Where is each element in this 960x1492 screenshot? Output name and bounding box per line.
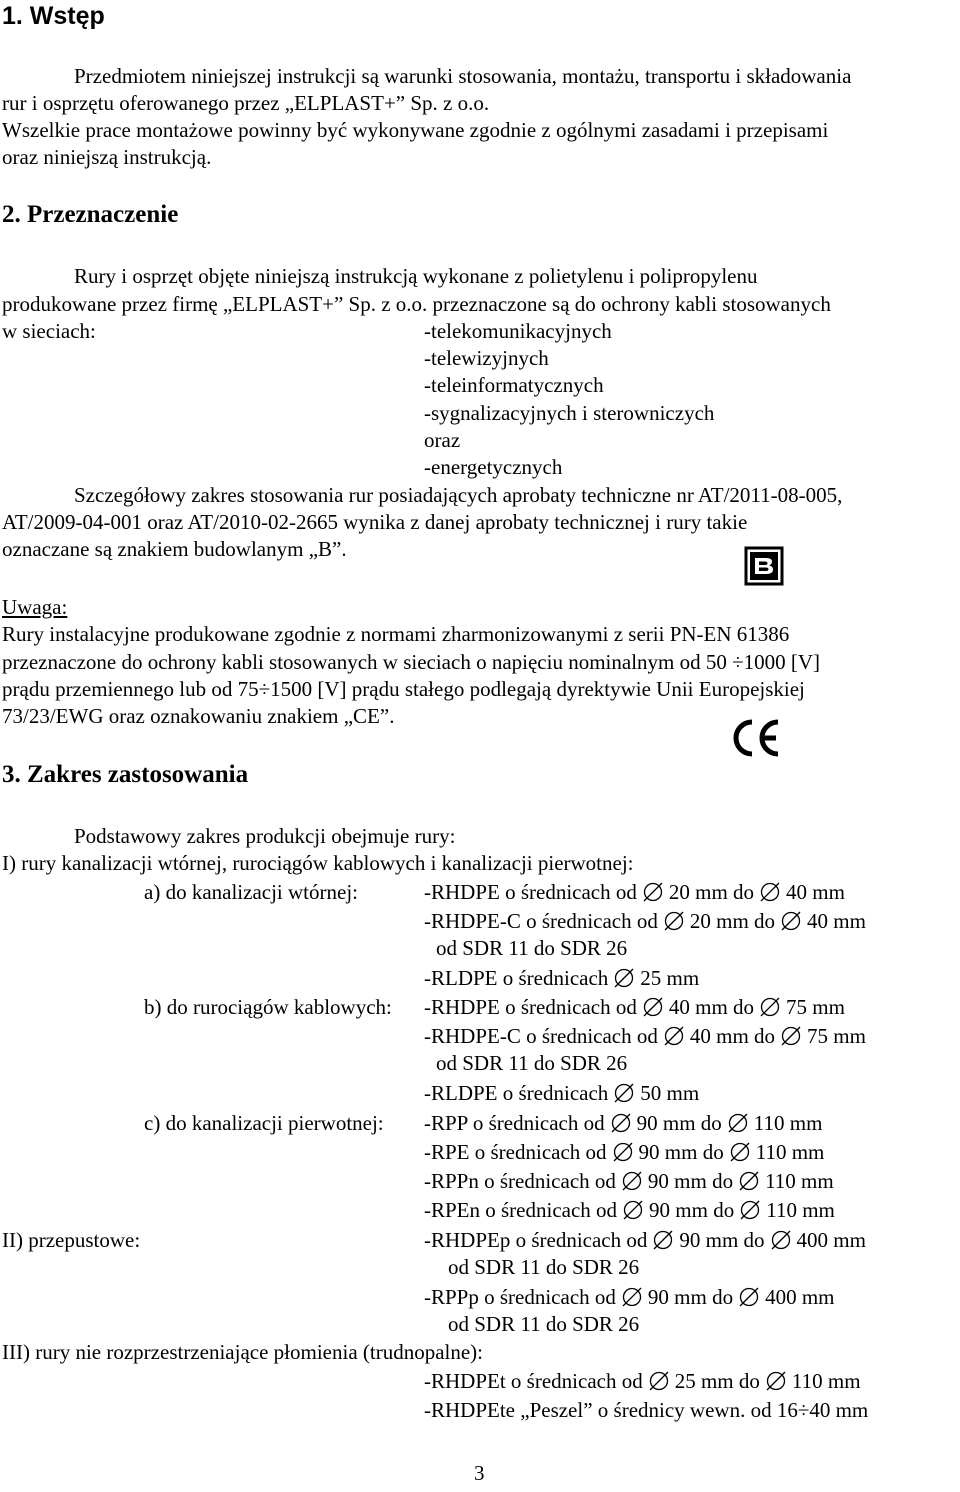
diameter-symbol-icon — [766, 1371, 786, 1391]
spec-text: 90 mm do — [679, 1228, 765, 1252]
diameter-symbol-icon — [622, 1287, 642, 1307]
spec-text: 110 mm — [753, 1111, 823, 1135]
spec-text: -RHDPEp o średnicach od — [424, 1228, 648, 1252]
diameter-symbol-icon — [643, 882, 663, 902]
spec-row — [424, 1142, 824, 1163]
diameter-symbol-icon — [781, 911, 801, 931]
spec-text: od SDR 11 do SDR 26 — [448, 1312, 640, 1336]
intro-line: Podstawowy zakres produkcji obejmuje rury: — [74, 824, 456, 848]
spec-text: 75 mm — [807, 1024, 866, 1048]
network-item: -telekomunikacyjnych — [424, 319, 612, 343]
paragraph-line: oznaczane są znakiem budowlanym „B”. — [2, 537, 347, 561]
paragraph-line: Szczegółowy zakres stosowania rur posiadających aprobaty techniczne nr AT/2011-08-005, — [74, 483, 843, 507]
group-3-heading: III) rury nie rozprzestrzeniające płomienia (trudnopalne): — [2, 1340, 484, 1364]
group-2-heading: II) przepustowe: — [2, 1228, 141, 1252]
paragraph-line: produkowane przez firmę „ELPLAST+” Sp. z o.o. przeznaczone są do ochrony kabli stosowanych — [2, 292, 831, 316]
spec-text: 90 mm do — [636, 1111, 722, 1135]
spec-text: 90 mm do — [647, 1285, 734, 1309]
diameter-symbol-icon — [728, 1113, 748, 1133]
spec-text: -RPPp o średnicach od — [424, 1285, 616, 1309]
spec-text: -RHDPE-C o średnicach od — [424, 909, 658, 933]
spec-row — [424, 997, 845, 1018]
spec-row — [424, 1171, 834, 1192]
paragraph-line: rur i osprzętu oferowanego przez „ELPLAST+” Sp. z o.o. — [2, 91, 490, 115]
diameter-symbol-icon — [622, 1171, 642, 1191]
spec-text: 40 mm — [807, 909, 866, 933]
spec-text: -RPEn o średnicach od — [424, 1198, 618, 1222]
paragraph-line: Rury i osprzęt objęte niniejszą instrukcją wykonane z polietylenu i polipropylenu — [74, 264, 758, 288]
spec-text: od SDR 11 do SDR 26 — [436, 936, 628, 960]
spec-row — [424, 1026, 866, 1047]
diameter-symbol-icon — [649, 1371, 669, 1391]
spec-text: -RHDPE o średnicach od — [424, 995, 637, 1019]
spec-row — [448, 1314, 639, 1335]
spec-text: 40 mm do — [689, 1024, 776, 1048]
spec-text: od SDR 11 do SDR 26 — [436, 1051, 628, 1075]
spec-row — [424, 882, 845, 903]
paragraph-line: Rury instalacyjne produkowane zgodnie z normami zharmonizowanymi z serii PN-EN 61386 — [2, 622, 790, 646]
spec-text: -RLDPE o średnicach — [424, 966, 609, 990]
diameter-symbol-icon — [771, 1230, 791, 1250]
spec-text: 25 mm — [640, 966, 700, 990]
spec-text: 75 mm — [786, 995, 845, 1019]
diameter-symbol-icon — [623, 1200, 643, 1220]
diameter-symbol-icon — [760, 997, 780, 1017]
paragraph-line: 73/23/EWG oraz oznakowaniu znakiem „CE”. — [2, 704, 395, 728]
paragraph-line: AT/2009-04-001 oraz AT/2010-02-2665 wynika z danej aprobaty technicznej i rury takie — [2, 510, 748, 534]
spec-row — [448, 1257, 639, 1278]
spec-text: -RPPn o średnicach od — [424, 1169, 616, 1193]
paragraph-line: przeznaczone do ochrony kabli stosowanych w sieciach o napięciu nominalnym od 50 ÷1000 [V] — [2, 650, 821, 674]
spec-text: 90 mm do — [649, 1198, 735, 1222]
spec-text: 25 mm do — [674, 1369, 760, 1393]
spec-text: 400 mm — [796, 1228, 866, 1252]
subgroup-c-label: c) do kanalizacji pierwotnej: — [144, 1111, 384, 1135]
group-1-heading: I) rury kanalizacji wtórnej, rurociągów kablowych i kanalizacji pierwotnej: — [2, 851, 634, 875]
diameter-symbol-icon — [614, 968, 634, 988]
note-label: Uwaga: — [2, 595, 68, 619]
diameter-symbol-icon — [653, 1230, 673, 1250]
spec-text: -RHDPEte „Peszel” o średnicy wewn. od 16÷40 mm — [424, 1398, 869, 1422]
spec-text: 40 mm do — [668, 995, 755, 1019]
diameter-symbol-icon — [760, 882, 780, 902]
paragraph-line: Przedmiotem niniejszej instrukcji są warunki stosowania, montażu, transportu i składowania — [74, 64, 852, 88]
spec-row — [436, 938, 627, 959]
paragraph-line: oraz niniejszą instrukcją. — [2, 145, 212, 169]
spec-text: 90 mm do — [647, 1169, 734, 1193]
spec-row — [424, 968, 699, 989]
diameter-symbol-icon — [664, 911, 684, 931]
diameter-symbol-icon — [664, 1026, 684, 1046]
diameter-symbol-icon — [643, 997, 663, 1017]
network-item: -energetycznych — [424, 455, 563, 479]
spec-text: 20 mm do — [668, 880, 755, 904]
diameter-symbol-icon — [739, 1287, 759, 1307]
diameter-symbol-icon — [739, 1171, 759, 1191]
spec-text: -RPP o średnicach od — [424, 1111, 605, 1135]
spec-text: 90 mm do — [638, 1140, 724, 1164]
ce-mark-icon — [728, 716, 782, 760]
spec-row — [424, 911, 866, 932]
spec-row — [424, 1230, 866, 1251]
section-2-heading: 2. Przeznaczenie — [2, 201, 179, 228]
subgroup-a-label: a) do kanalizacji wtórnej: — [144, 880, 358, 904]
diameter-symbol-icon — [781, 1026, 801, 1046]
spec-row — [424, 1371, 861, 1392]
section-1-heading: 1. Wstęp — [2, 2, 105, 30]
page-number: 3 — [474, 1461, 485, 1485]
diameter-symbol-icon — [740, 1200, 760, 1220]
diameter-symbol-icon — [613, 1142, 633, 1162]
spec-row — [424, 1400, 868, 1421]
spec-text: -RHDPE o średnicach od — [424, 880, 637, 904]
spec-row — [436, 1053, 627, 1074]
spec-text: 40 mm — [786, 880, 845, 904]
spec-text: -RLDPE o średnicach — [424, 1081, 609, 1105]
network-item: -teleinformatycznych — [424, 373, 604, 397]
spec-row — [424, 1113, 822, 1134]
diameter-symbol-icon — [614, 1083, 634, 1103]
paragraph-line: prądu przemiennego lub od 75÷1500 [V] prądu stałego podlegają dyrektywie Unii Europejskiej — [2, 677, 805, 701]
networks-label: w sieciach: — [2, 319, 96, 343]
spec-text: -RHDPE-C o średnicach od — [424, 1024, 658, 1048]
building-mark-b-icon — [744, 546, 784, 586]
spec-text: 50 mm — [640, 1081, 700, 1105]
diameter-symbol-icon — [611, 1113, 631, 1133]
section-3-heading: 3. Zakres zastosowania — [2, 761, 249, 788]
spec-text: 110 mm — [765, 1169, 834, 1193]
spec-row — [424, 1200, 835, 1221]
spec-text: -RPE o średnicach od — [424, 1140, 607, 1164]
network-item: -telewizyjnych — [424, 346, 549, 370]
paragraph-line: Wszelkie prace montażowe powinny być wykonywane zgodnie z ogólnymi zasadami i przepisami — [2, 118, 829, 142]
subgroup-b-label: b) do rurociągów kablowych: — [144, 995, 392, 1019]
spec-text: -RHDPEt o średnicach od — [424, 1369, 643, 1393]
spec-text: od SDR 11 do SDR 26 — [448, 1255, 640, 1279]
spec-text: 400 mm — [765, 1285, 835, 1309]
spec-text: 110 mm — [766, 1198, 835, 1222]
spec-text: 20 mm do — [689, 909, 776, 933]
spec-text: 110 mm — [755, 1140, 825, 1164]
network-item: oraz — [424, 428, 461, 452]
spec-text: 110 mm — [791, 1369, 861, 1393]
network-item: -sygnalizacyjnych i sterowniczych — [424, 401, 715, 425]
spec-row — [424, 1287, 835, 1308]
spec-row — [424, 1083, 699, 1104]
diameter-symbol-icon — [730, 1142, 750, 1162]
